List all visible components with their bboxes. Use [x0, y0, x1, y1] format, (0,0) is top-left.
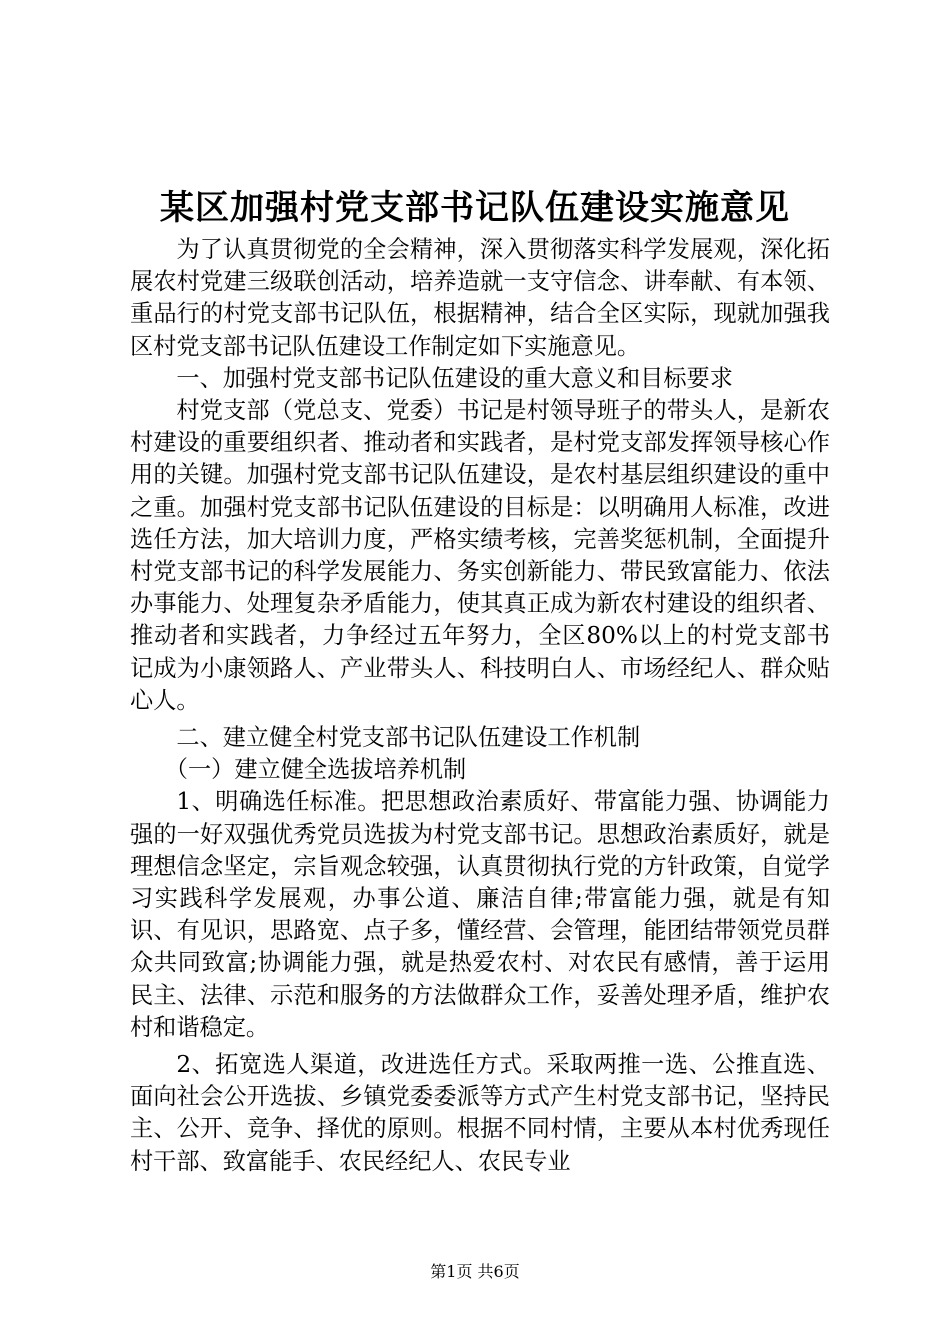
body-paragraph: 1、明确选任标准。把思想政治素质好、带富能力强、协调能力强的一好双强优秀党员选拔为村党支部书记。思想政治素质好，就是理想信念坚定，宗旨观念较强，认真贯彻执行党的方针政策，自觉学习实践科学发展观，办事公道、廉洁自律;带富能力强，就是有知识、有见识，思路宽、点子多，懂经营、会管理，能团结带领党员群众共同致富;协调能力强，就是热爱农村、对农民有感情，善于运用民主、法律、示范和服务的方法做群众工作，妥善处理矛盾，维护农村和谐稳定。	[130, 788, 830, 1041]
document-body	[130, 234, 830, 1178]
intro-paragraph: 为了认真贯彻党的全会精神，深入贯彻落实科学发展观，深化拓展农村党建三级联创活动，培养造就一支守信念、讲奉献、有本领、重品行的村党支部书记队伍，根据精神，结合全区实际，现就加强我区村党支部书记队伍建设工作制定如下实施意见。	[130, 236, 830, 360]
section-heading-1: 一、加强村党支部书记队伍建设的重大意义和目标要求	[176, 364, 733, 392]
document-title: 某区加强村党支部书记队伍建设实施意见	[160, 188, 790, 228]
body-paragraph: 村党支部（党总支、党委）书记是村领导班子的带头人，是新农村建设的重要组织者、推动者和实践者，是村党支部发挥领导核心作用的关键。加强村党支部书记队伍建设，是农村基层组织建设的重中之重。加强村党支部书记队伍建设的目标是：以明确用人标准，改进选任方法，加大培训力度，严格实绩考核，完善奖惩机制，全面提升村党支部书记的科学发展能力、务实创新能力、带民致富能力、依法办事能力、处理复杂矛盾能力，使其真正成为新农村建设的组织者、推动者和实践者，力争经过五年努力，全区80%以上的村党支部书记成为小康领路人、产业带头人、科技明白人、市场经纪人、群众贴心人。	[130, 397, 830, 714]
body-paragraph: 2、拓宽选人渠道，改进选任方式。采取两推一选、公推直选、面向社会公开选拔、乡镇党委委派等方式产生村党支部书记，坚持民主、公开、竞争、择优的原则。根据不同村情，主要从本村优秀现任村干部、致富能手、农民经纪人、农民专业	[130, 1051, 830, 1175]
section-heading-2: 二、建立健全村党支部书记队伍建设工作机制	[176, 724, 641, 752]
page-number-footer: 第1页 共6页	[430, 1262, 520, 1281]
subsection-heading-1: （一）建立健全选拔培养机制	[164, 756, 467, 784]
